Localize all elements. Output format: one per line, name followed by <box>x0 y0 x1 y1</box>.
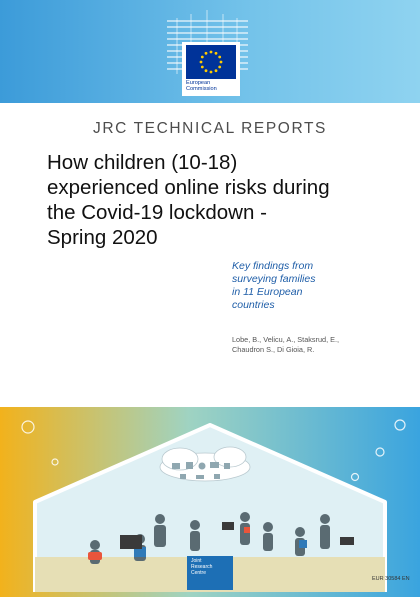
logo-text <box>186 80 238 93</box>
subtitle-line: Key findings from <box>232 260 314 272</box>
report-subtitle <box>232 260 382 312</box>
title-line: Spring 2020 <box>47 226 158 249</box>
series-title: JRC TECHNICAL REPORTS <box>93 120 327 137</box>
eu-flag-icon <box>186 45 236 79</box>
jrc-line: Centre <box>191 569 207 576</box>
title-line: How children (10-18) <box>47 151 238 174</box>
title-line: the Covid-19 lockdown - <box>47 201 267 224</box>
subtitle-line: in 11 European <box>232 286 303 298</box>
logo-line-european: European <box>186 80 211 86</box>
european-commission-logo <box>182 42 240 96</box>
jrc-line: Research <box>191 563 213 570</box>
report-title <box>47 150 407 250</box>
subtitle-line: surveying families <box>232 273 316 285</box>
authors-line: Lobe, B., Velicu, A., Staksrud, E., <box>232 335 340 344</box>
jrc-line: Joint <box>191 558 202 564</box>
subtitle-line: countries <box>232 299 275 311</box>
jrc-logo <box>187 556 233 590</box>
authors <box>232 335 402 355</box>
authors-line: Chaudron S., Di Gioia, R. <box>232 345 315 354</box>
report-code: EUR 30584 EN <box>372 576 410 582</box>
title-line: experienced online risks during <box>47 176 330 199</box>
logo-line-commission: Commission <box>186 86 217 93</box>
header-band <box>0 0 420 103</box>
